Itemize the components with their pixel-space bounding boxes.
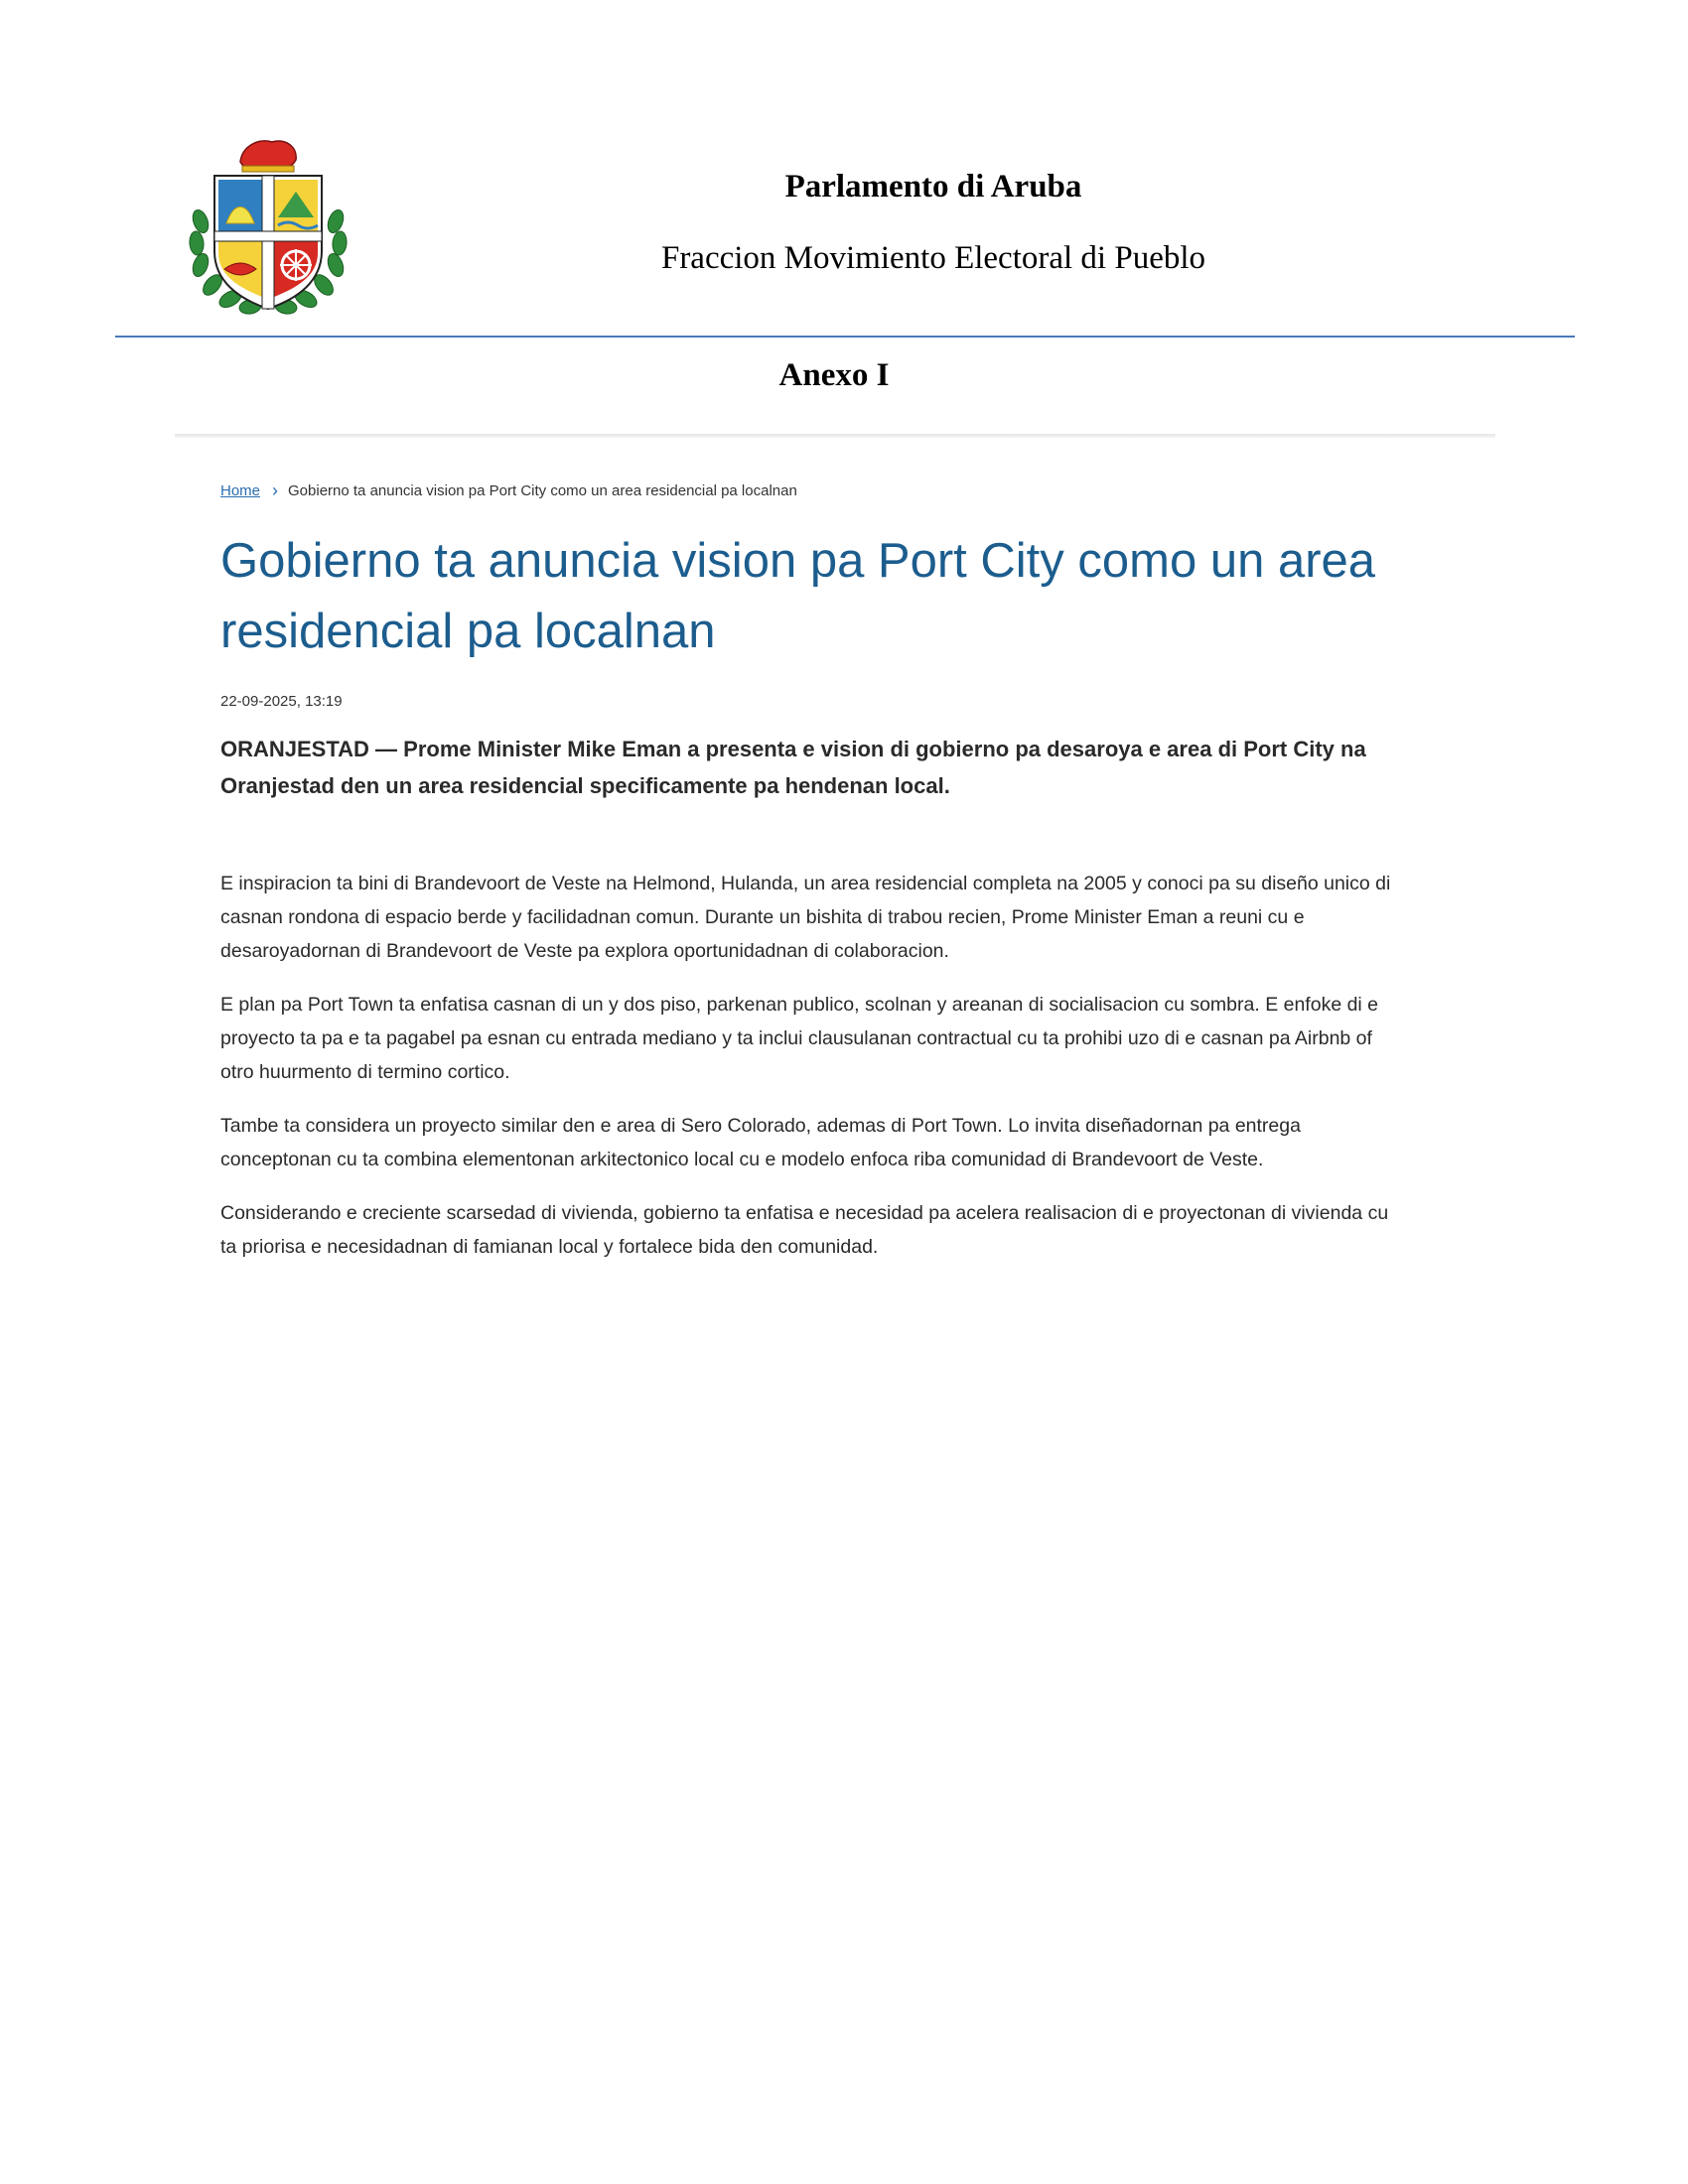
breadcrumb <box>220 481 797 499</box>
article-body <box>220 867 1392 1284</box>
article-paragraph: E plan pa Port Town ta enfatisa casnan di un y dos piso, parkenan publico, scolnan y areanan di socialisacion cu sombra. E enfoke di e proyecto ta pa e ta pagabel pa esnan cu entrada mediano y ta inclui clausulanan contractual cu ta prohibi uzo di e casnan pa Airbnb of otro huurmento di termino cortico. <box>220 994 1379 1083</box>
screenshot-top-divider <box>175 434 1495 438</box>
breadcrumb-home-link[interactable]: Home <box>220 481 261 499</box>
article-title: Gobierno ta anuncia vision pa Port City como un area residencial pa localnan <box>220 534 1376 658</box>
fraction-name: Fraccion Movimiento Electoral di Pueblo <box>660 240 1206 276</box>
breadcrumb-current: Gobierno ta anuncia vision pa Port City como un area residencial pa localnan <box>288 481 797 499</box>
article-lead: ORANJESTAD — Prome Minister Mike Eman a presenta e vision di gobierno pa desaroya e area di Port City na Oranjestad den un area residencial specificamente pa hendenan local. <box>220 737 1366 798</box>
article-date: 22-09-2025, 13:19 <box>220 693 343 710</box>
article-paragraph: Considerando e creciente scarsedad di vivienda, gobierno ta enfatisa e necesidad pa acelera realisacion di e proyectonan di vivienda cu ta priorisa e necesidadnan di famianan local y fortalece bida den comunidad. <box>220 1202 1389 1258</box>
annex-title: Anexo I <box>778 357 890 393</box>
article-paragraph: E inspiracion ta bini di Brandevoort de Veste na Helmond, Hulanda, un area residencial completa na 2005 y conoci pa su diseño unico di casnan rondona di espacio berde y facilidadnan comun. Durante un bishita di trabou recien, Prome Minister Eman a reuni cu e desaroyadornan di Brandevoort de Veste pa explora oportunidadnan di colaboracion. <box>220 873 1391 962</box>
aruba-coat-of-arms-icon <box>181 132 355 319</box>
article-paragraph: Tambe ta considera un proyecto similar den e area di Sero Colorado, ademas di Port Town. Lo invita diseñadornan pa entrega conceptonan cu ta combina elementonan arkitectonico local cu e modelo enfoca riba comunidad di Brandevoort de Veste. <box>220 1115 1301 1170</box>
header-divider <box>115 336 1575 338</box>
chevron-right-icon: › <box>272 480 279 500</box>
organization-name: Parlamento di Aruba <box>784 169 1082 205</box>
